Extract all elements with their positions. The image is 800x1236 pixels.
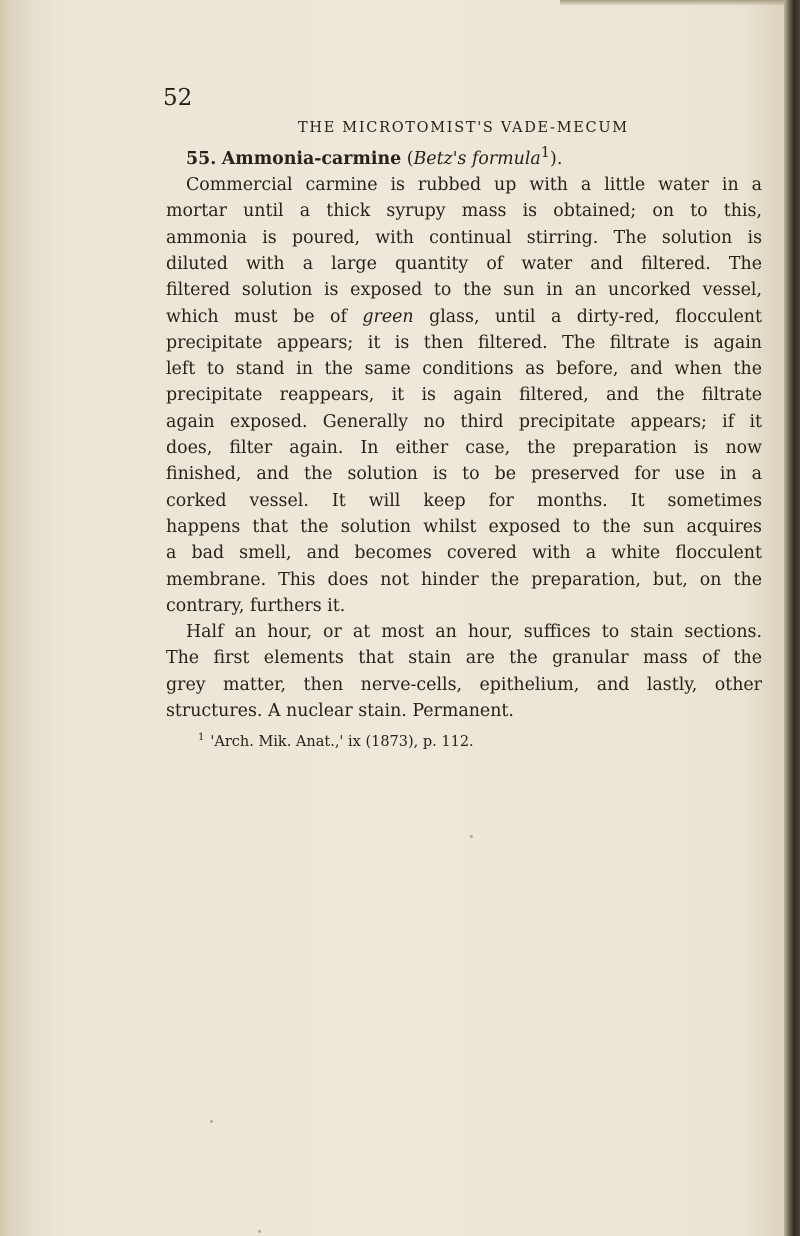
text-line: diluted with a large quantity of water and filtered. The [166, 253, 762, 274]
text-line: filtered solution is exposed to the sun in an uncorked vessel, [166, 280, 762, 301]
text-line: a bad smell, and becomes covered with a white flocculent [166, 543, 762, 564]
page-top-edge [560, 0, 790, 6]
footnote [166, 728, 762, 752]
running-head: THE MICROTOMIST'S VADE-MECUM [298, 120, 629, 136]
text-line: contrary, furthers it. [166, 595, 346, 616]
text-line: left to stand in the same conditions as before, and when the [166, 359, 762, 380]
section-formula-note: Betz's formula [413, 148, 541, 169]
text-line: does, filter again. In either case, the preparation is now [166, 438, 762, 459]
page-body [166, 140, 762, 752]
text-line: grey matter, then nerve-cells, epithelium, and lastly, other [166, 674, 762, 695]
section-title: Ammonia-carmine [221, 148, 402, 169]
text-line: Half an hour, or at most an hour, suffices to stain sections. [186, 622, 762, 643]
footnote-marker: 1 [198, 732, 205, 744]
footnote-text: 'Arch. Mik. Anat.,' ix (1873), p. 112. [210, 734, 474, 751]
text-line: again exposed. Generally no third precipitate appears; if it [166, 411, 762, 432]
text-line: The first elements that stain are the granular mass of the [166, 648, 762, 669]
text-line: ammonia is poured, with continual stirring. The solution is [166, 227, 762, 248]
text-line: which must be of green glass, until a dirty-red, flocculent [166, 306, 762, 327]
text-line: membrane. This does not hinder the preparation, but, on the [166, 569, 762, 590]
page-gutter-shadow [0, 0, 30, 1236]
text-line: finished, and the solution is to be preserved for use in a [166, 464, 762, 485]
paper-speck [258, 1230, 261, 1233]
text-line: precipitate appears; it is then filtered. The filtrate is again [166, 332, 762, 353]
text-line: happens that the solution whilst exposed to the sun acquires [166, 516, 762, 537]
text-line: corked vessel. It will keep for months. It sometimes [166, 490, 762, 511]
paper-speck [210, 1120, 213, 1123]
text-line: structures. A nuclear stain. Permanent. [166, 701, 514, 722]
page-number: 52 [163, 85, 193, 111]
text-line: mortar until a thick syrupy mass is obtained; on to this, [166, 201, 762, 222]
text-line: Commercial carmine is rubbed up with a little water in a [186, 175, 762, 196]
text-line: precipitate reappears, it is again filtered, and the filtrate [166, 385, 762, 406]
page-right-edge [784, 0, 800, 1236]
section-heading: 55. Ammonia-carmine (Betz's formula$^1$). [186, 145, 563, 169]
body-text [166, 172, 762, 724]
footnote-reference: 1 [540, 145, 551, 161]
section-number: 55. [186, 148, 217, 169]
paper-speck [470, 835, 473, 838]
